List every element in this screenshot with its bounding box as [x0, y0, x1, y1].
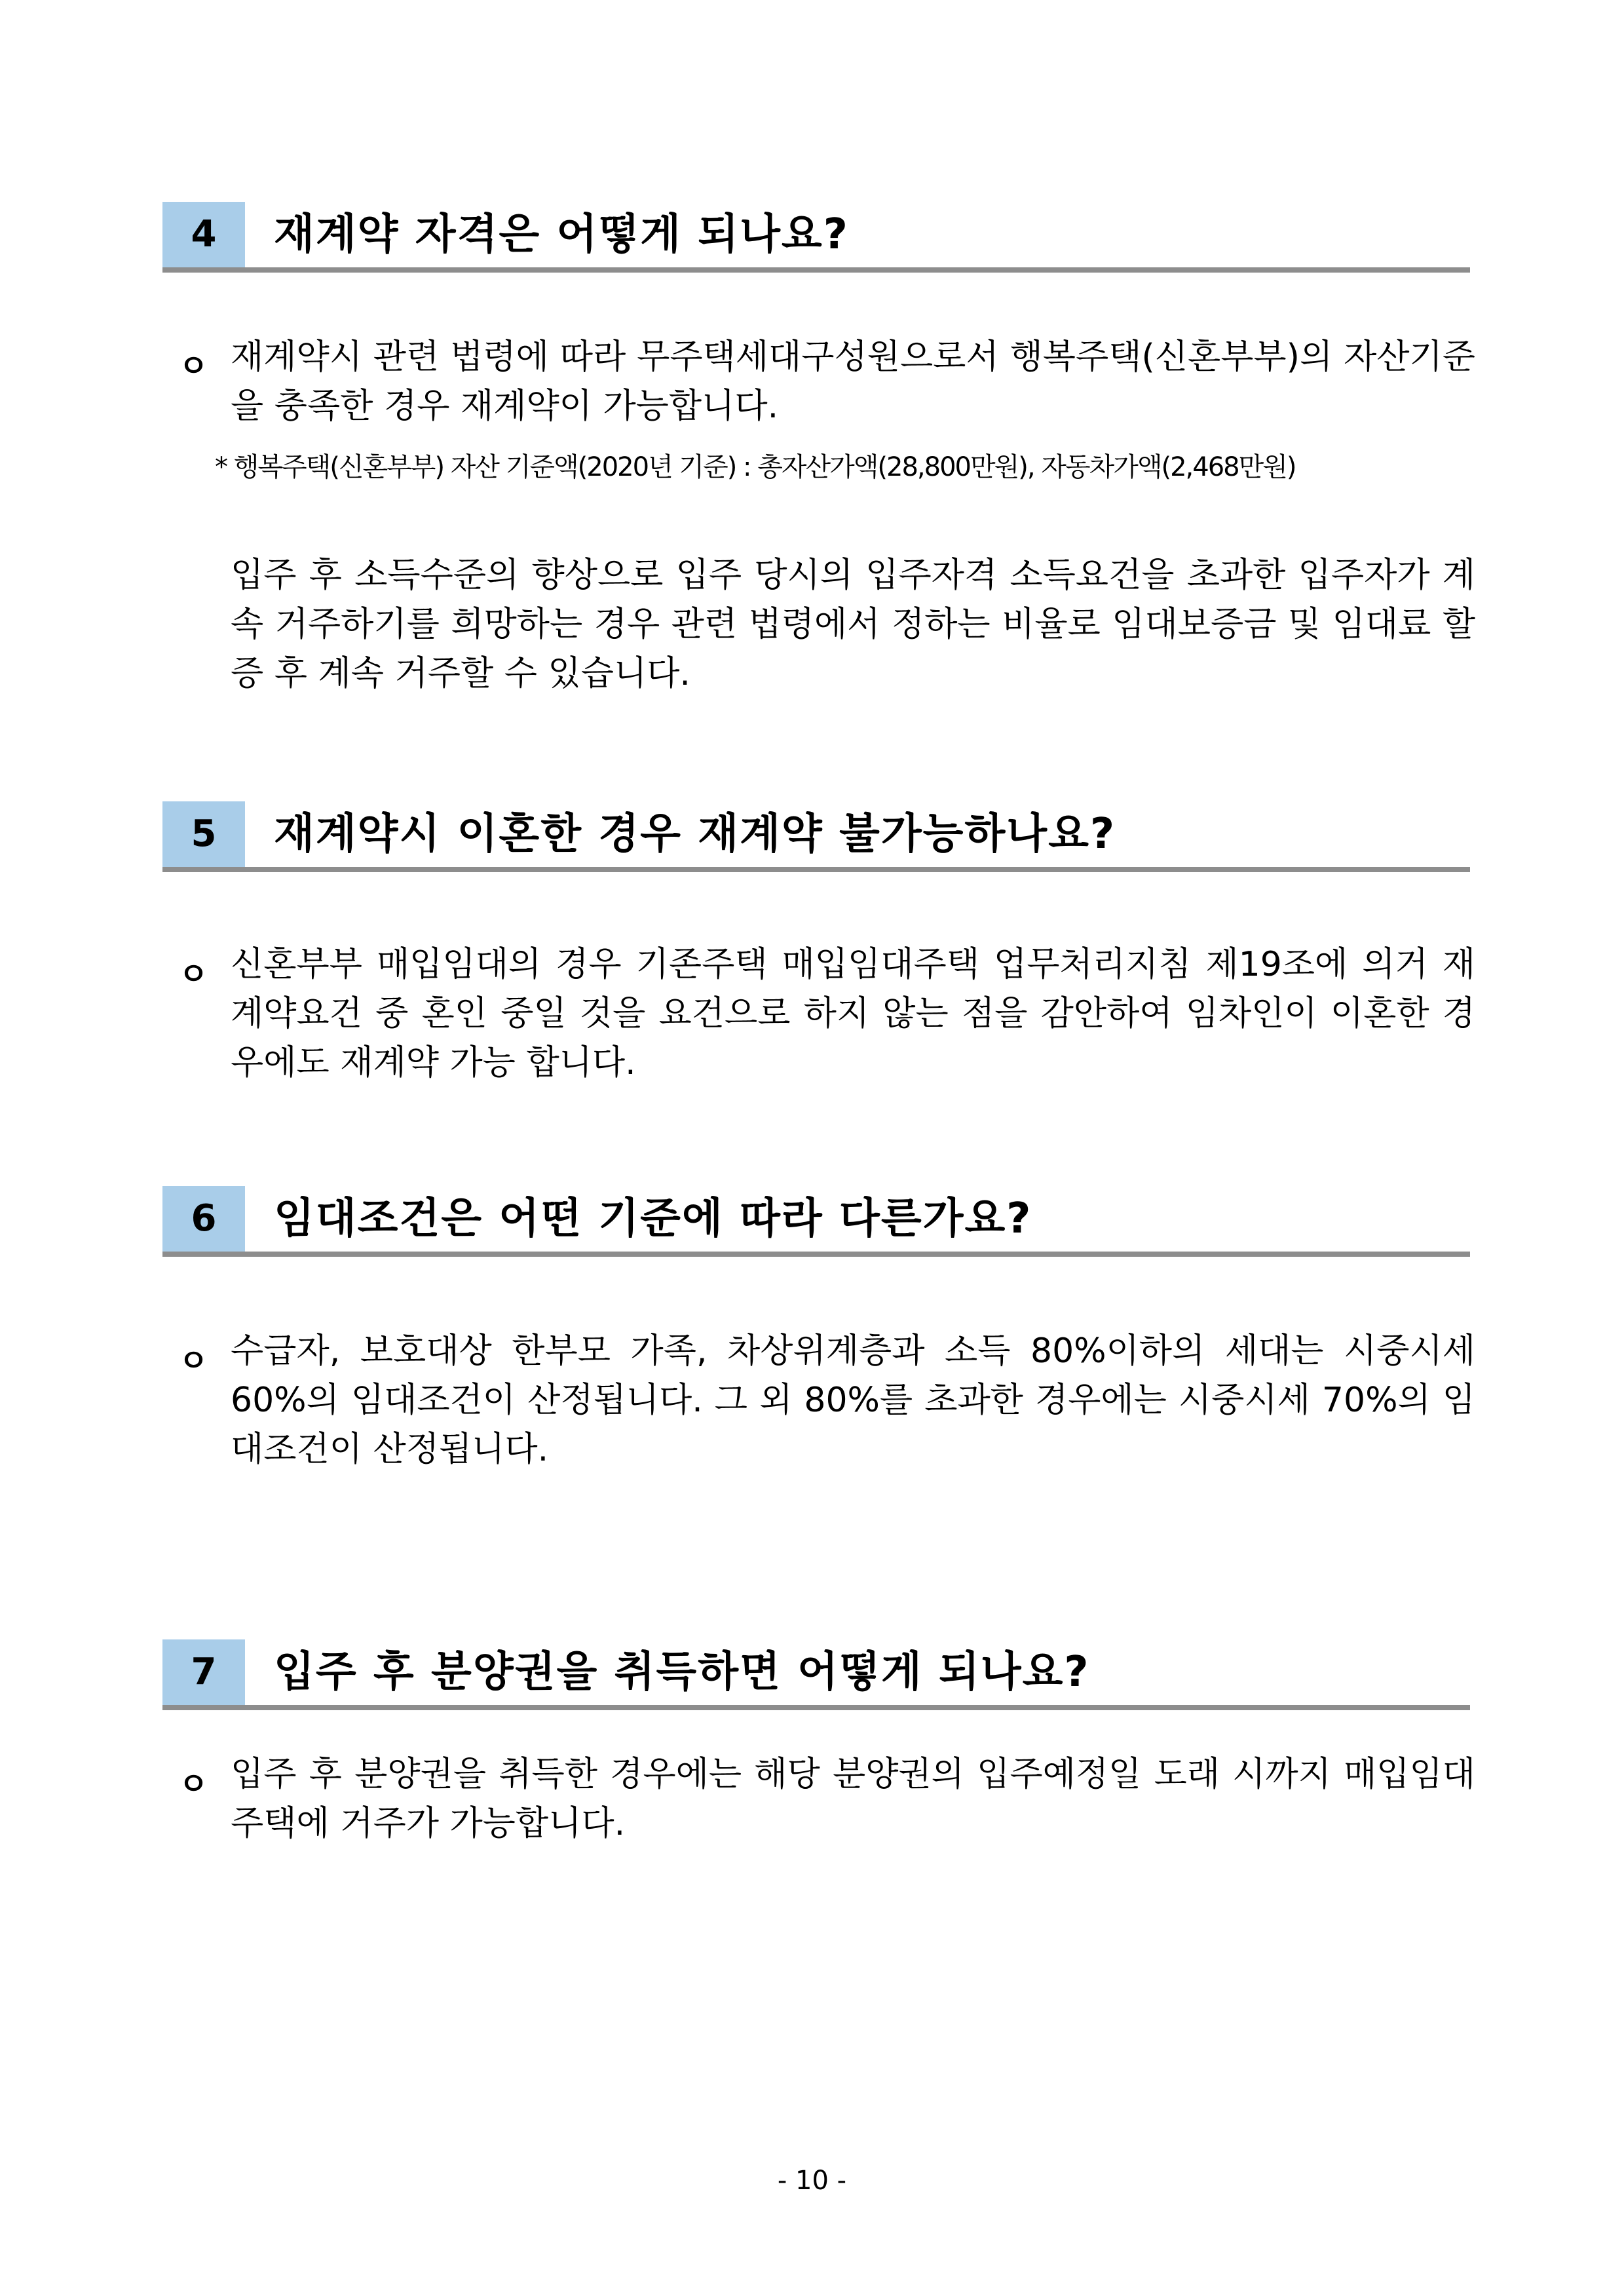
heading-rule	[162, 1705, 1470, 1710]
footnote: * 행복주택(신혼부부) 자산 기준액(2020년 기준) : 총자산가액(28,800만원), 자동차가액(2,468만원)	[215, 452, 1296, 482]
bullet-marker: ㅇ	[178, 348, 209, 385]
section-title: 임대조건은 어떤 기준에 따라 다른가요?	[274, 1195, 1032, 1243]
bullet-marker: ㅇ	[178, 1343, 209, 1379]
section-number: 7	[162, 1639, 249, 1705]
section-heading	[162, 801, 1470, 873]
section-heading	[162, 202, 1470, 274]
section-title: 재계약시 이혼한 경우 재계약 불가능하나요?	[274, 810, 1116, 858]
paragraph: 수급자, 보호대상 한부모 가족, 차상위계층과 소득 80%이하의 세대는 시중시세 60%의 임대조건이 산정됩니다. 그 외 80%를 초과한 경우에는 시중시세 70%의 임대조건이 산정됩니다.	[231, 1331, 1475, 1469]
heading-rule	[162, 867, 1470, 872]
section-heading	[162, 1639, 1470, 1712]
section-number: 6	[162, 1186, 249, 1252]
section-number: 4	[162, 202, 249, 267]
section-title: 입주 후 분양권을 취득하면 어떻게 되나요?	[274, 1648, 1090, 1696]
heading-rule	[162, 267, 1470, 273]
bullet-marker: ㅇ	[178, 1766, 209, 1803]
bullet-marker: ㅇ	[178, 956, 209, 993]
section-heading	[162, 1186, 1470, 1258]
paragraph: 입주 후 소득수준의 향상으로 입주 당시의 입주자격 소득요건을 초과한 입주자가 계속 거주하기를 희망하는 경우 관련 법령에서 정하는 비율로 임대보증금 및 임대료 할증 후 계속 거주할 수 있습니다.	[231, 556, 1475, 693]
page-number: - 10 -	[777, 2166, 847, 2196]
section-number: 5	[162, 801, 249, 867]
heading-rule	[162, 1252, 1470, 1257]
paragraph: 입주 후 분양권을 취득한 경우에는 해당 분양권의 입주예정일 도래 시까지 매입임대주택에 거주가 가능합니다.	[231, 1755, 1475, 1843]
paragraph: 신혼부부 매입임대의 경우 기존주택 매입임대주택 업무처리지침 제19조에 의거 재계약요건 중 혼인 중일 것을 요건으로 하지 않는 점을 감안하여 임차인이 이혼한 경우에도 재계약 가능 합니다.	[231, 945, 1475, 1082]
paragraph: 재계약시 관련 법령에 따라 무주택세대구성원으로서 행복주택(신혼부부)의 자산기준을 충족한 경우 재계약이 가능합니다.	[231, 337, 1475, 426]
section-title: 재계약 자격은 어떻게 되나요?	[274, 210, 849, 259]
